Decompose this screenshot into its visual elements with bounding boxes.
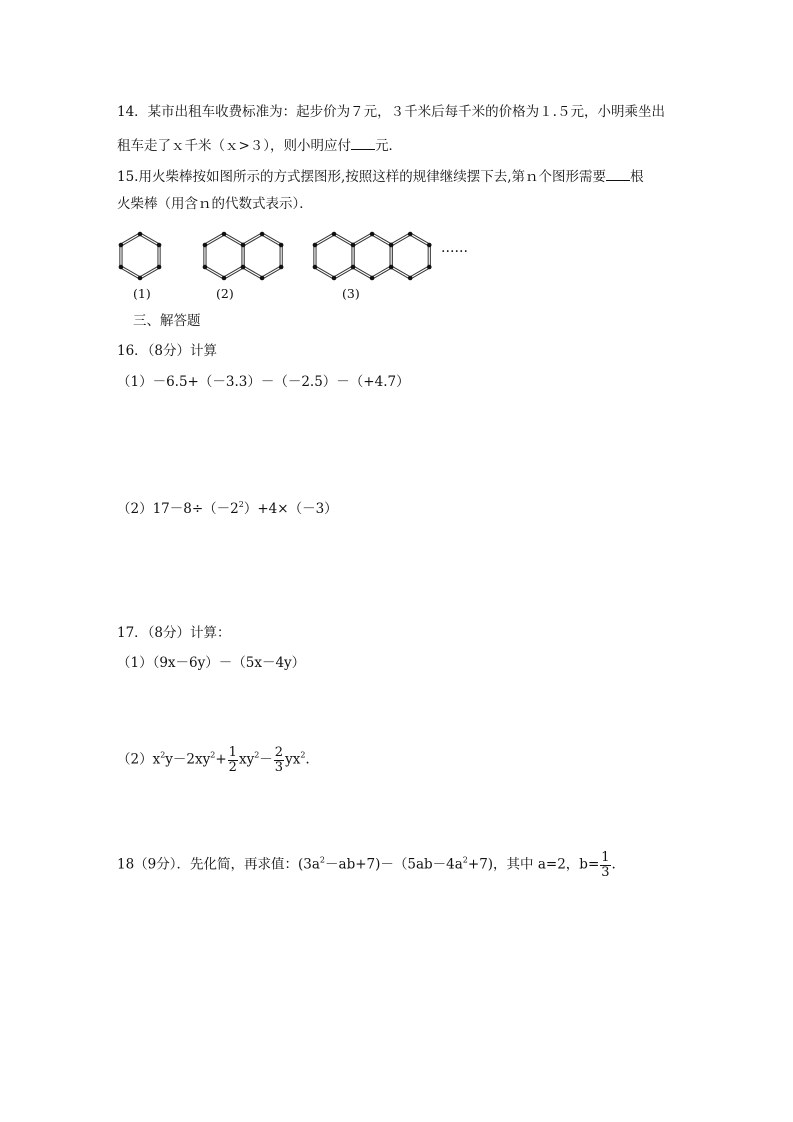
match-head: [119, 243, 124, 248]
q15-line1-text: 15.用火柴棒按如图所示的方式摆图形,按照这样的规律继续摆下去,第ｎ个图形需要: [117, 169, 607, 185]
q17-p2-mid1: y－2xy: [165, 751, 211, 768]
q15-answer-blank[interactable]: [606, 168, 630, 181]
matchstick-highlight: [140, 234, 159, 245]
matchstick-highlight: [262, 267, 281, 278]
match-head: [389, 243, 394, 248]
fraction-denominator: 3: [274, 759, 284, 775]
q18-c: +7)，其中 a=2，b=: [467, 856, 600, 873]
q18-sup2: 2: [462, 855, 468, 865]
match-head: [203, 243, 208, 248]
matchstick-highlight: [315, 234, 334, 245]
matchstick-figure: [112, 228, 432, 284]
match-head: [427, 265, 432, 270]
matchstick-highlight: [410, 234, 429, 245]
match-head: [119, 265, 124, 270]
match-head: [222, 232, 227, 237]
matchstick-highlight: [243, 267, 262, 278]
q17-p2-plus: +: [215, 751, 227, 768]
figure-label-1: (1): [133, 286, 151, 301]
matchstick-highlight: [315, 267, 334, 278]
q18-sup1: 2: [319, 855, 326, 865]
matchstick-highlight: [140, 267, 159, 278]
matchstick-highlight: [372, 234, 391, 245]
matchstick-highlight: [334, 267, 353, 278]
matchstick-highlight: [243, 234, 262, 245]
matchstick-highlight: [205, 234, 224, 245]
matchstick-highlight: [391, 267, 410, 278]
matchstick-highlight: [121, 234, 140, 245]
q17-p2-sup2: 2: [210, 750, 216, 760]
q16-part2-a: （2）17－8÷（－2: [117, 501, 239, 517]
hexagon-figure-3: [313, 232, 432, 281]
match-head: [222, 276, 227, 281]
q16-title: 16．（8分）计算: [117, 343, 218, 359]
match-head: [279, 243, 284, 248]
fraction-one-third: [600, 851, 610, 879]
matchstick-highlight: [353, 234, 372, 245]
q17-p2-mid3: yx: [285, 751, 301, 768]
figure-label-3: (3): [342, 286, 360, 301]
match-head: [138, 276, 143, 281]
match-head: [351, 265, 356, 270]
matchstick-highlight: [224, 234, 243, 245]
figure-ellipsis: ……: [441, 240, 468, 256]
fraction-numerator: 1: [228, 745, 237, 760]
matchstick-highlight: [224, 267, 243, 278]
matchstick-highlight: [334, 234, 353, 245]
fraction-denominator: 3: [601, 864, 610, 880]
q17-p2-sup4: 2: [300, 750, 306, 760]
match-head: [260, 232, 265, 237]
q18-a: 18（9分）．先化简，再求值：(3a: [117, 856, 320, 873]
match-head: [313, 265, 318, 270]
q14-line2-text: 租车走了ｘ千米（ｘ>３），则小明应付: [117, 138, 352, 154]
q17-part1: （1）（9x－6y）－（5x－4y）: [117, 655, 306, 671]
fraction-one-half: [228, 746, 238, 774]
match-head: [157, 265, 162, 270]
matchstick-highlight: [391, 234, 410, 245]
matchstick-highlight: [372, 267, 391, 278]
match-head: [313, 243, 318, 248]
hexagon-figure-1: [119, 232, 162, 281]
q14-line1: 14．某市出租车收费标准为：起步价为７元，３千米后每千米的价格为１.５元，小明乘坐出: [117, 104, 665, 120]
match-head: [370, 232, 375, 237]
q17-p2-sup1: 2: [160, 750, 166, 760]
q17-p2-prefix: （2）x: [117, 751, 161, 768]
q14-line2-end: 元．: [375, 138, 403, 154]
match-head: [332, 276, 337, 281]
q18-b: －ab+7)－（5ab－4a: [325, 856, 463, 873]
q16-part2: [117, 501, 338, 517]
match-head: [351, 243, 356, 248]
q14-line2: [117, 137, 402, 154]
match-head: [157, 243, 162, 248]
q15-line1-end: 根: [630, 169, 644, 185]
match-head: [408, 276, 413, 281]
figure-label-2: (2): [216, 286, 234, 301]
match-head: [279, 265, 284, 270]
matchstick-highlight: [121, 267, 140, 278]
match-head: [138, 232, 143, 237]
match-head: [389, 265, 394, 270]
q17-p2-end: .: [305, 751, 310, 768]
match-head: [427, 243, 432, 248]
matchstick-highlight: [410, 267, 429, 278]
q16-part2-exp: 2: [238, 500, 244, 509]
fraction-numerator: 1: [601, 850, 610, 865]
q17-p2-mid2: xy: [238, 751, 255, 768]
q17-part2: [117, 746, 310, 774]
match-head: [203, 265, 208, 270]
q14-answer-blank[interactable]: [351, 137, 375, 150]
q15-line2: 火柴棒（用含ｎ的代数式表示）．: [117, 196, 313, 212]
match-head: [241, 243, 246, 248]
q17-title: 17．（8分）计算：: [117, 625, 231, 641]
fraction-two-thirds: [274, 746, 284, 774]
match-head: [370, 276, 375, 281]
fraction-numerator: 2: [274, 745, 284, 760]
match-head: [260, 276, 265, 281]
matchstick-highlight: [205, 267, 224, 278]
hexagon-figure-2: [203, 232, 284, 281]
q18-end: .: [611, 856, 616, 873]
match-head: [408, 232, 413, 237]
matchstick-highlight: [353, 267, 372, 278]
matchstick-highlight: [262, 234, 281, 245]
fraction-denominator: 2: [228, 759, 237, 775]
q15-line1: [117, 168, 644, 185]
q16-part2-b: ）+4×（－3）: [243, 501, 338, 517]
q18-line: [117, 851, 616, 879]
q16-part1: （1）－6.5+（－3.3）－（－2.5）－（+4.7）: [117, 374, 410, 390]
section-heading: 三、解答题: [133, 313, 201, 329]
q17-p2-sup3: 2: [254, 750, 260, 760]
q17-p2-minus: －: [259, 751, 273, 768]
match-head: [332, 232, 337, 237]
match-head: [241, 265, 246, 270]
